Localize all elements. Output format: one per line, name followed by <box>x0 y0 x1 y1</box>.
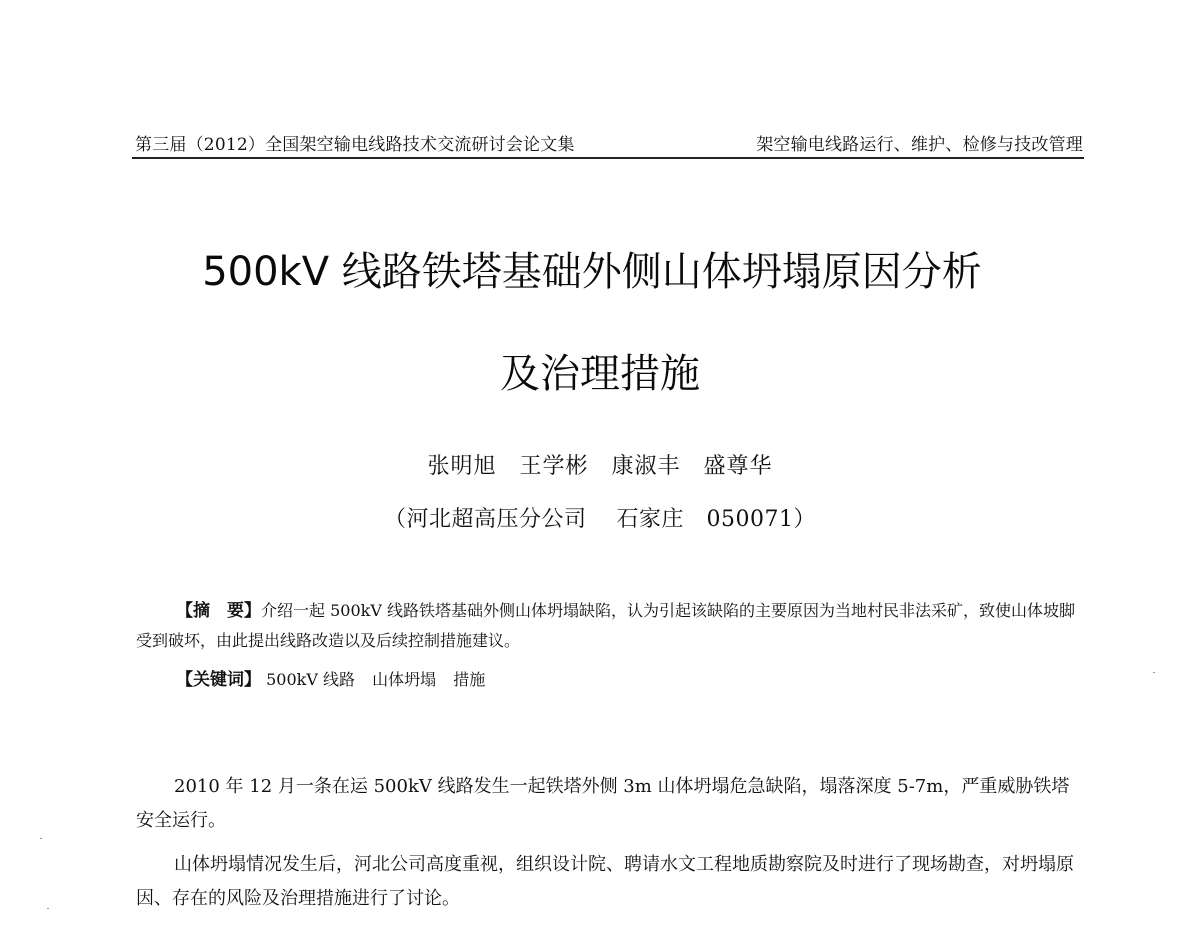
author-list: 张明旭 王学彬 康淑丰 盛尊华 <box>427 454 773 479</box>
affiliation-postcode: 050071 <box>706 507 794 532</box>
keyword-item: 500kV 线路 <box>266 670 355 689</box>
abstract-text: 介绍一起 500kV 线路铁塔基础外侧山体坍塌缺陷，认为引起该缺陷的主要原因为当地村民非法采矿，致使山体坡脚受到破坏，由此提出线路改造以及后续控制措施建议。 <box>136 601 1075 650</box>
keyword-item: 措施 <box>453 670 486 689</box>
scan-speck <box>47 908 49 909</box>
affiliation <box>0 502 1200 533</box>
abstract <box>136 596 1086 656</box>
scan-speck <box>40 838 42 839</box>
paper-title-line-1: 500kV 线路铁塔基础外侧山体坍塌原因分析 <box>202 249 982 295</box>
keyword-item: 山体坍塌 <box>372 670 437 689</box>
header-rule <box>132 157 1084 159</box>
abstract-label: 【摘 要】 <box>176 601 261 621</box>
scan-speck <box>1153 672 1155 673</box>
running-header-section: 架空输电线路运行、维护、检修与技改管理 <box>756 135 1083 155</box>
keywords-label: 【关键词】 <box>176 670 261 690</box>
body-paragraph-2: 山体坍塌情况发生后，河北公司高度重视，组织设计院、聘请水文工程地质勘察院及时进行了现场勘查，对坍塌原因、存在的风险及治理措施进行了讨论。 <box>136 854 1074 909</box>
keywords <box>176 665 497 690</box>
body-paragraph-1: 2010 年 12 月一条在运 500kV 线路发生一起铁塔外侧 3m 山体坍塌危急缺陷，塌落深度 5-7m，严重威胁铁塔安全运行。 <box>136 776 1070 831</box>
running-header-proceedings: 第三届（2012）全国架空输电线路技术交流研讨会论文集 <box>135 135 575 155</box>
affiliation-close-paren: ） <box>793 507 816 532</box>
affiliation-open-paren: （ <box>383 507 407 532</box>
affiliation-organization: 河北超高压分公司 <box>406 507 587 532</box>
paper-title-line-2: 及治理措施 <box>500 351 700 397</box>
affiliation-city: 石家庄 <box>616 507 685 532</box>
